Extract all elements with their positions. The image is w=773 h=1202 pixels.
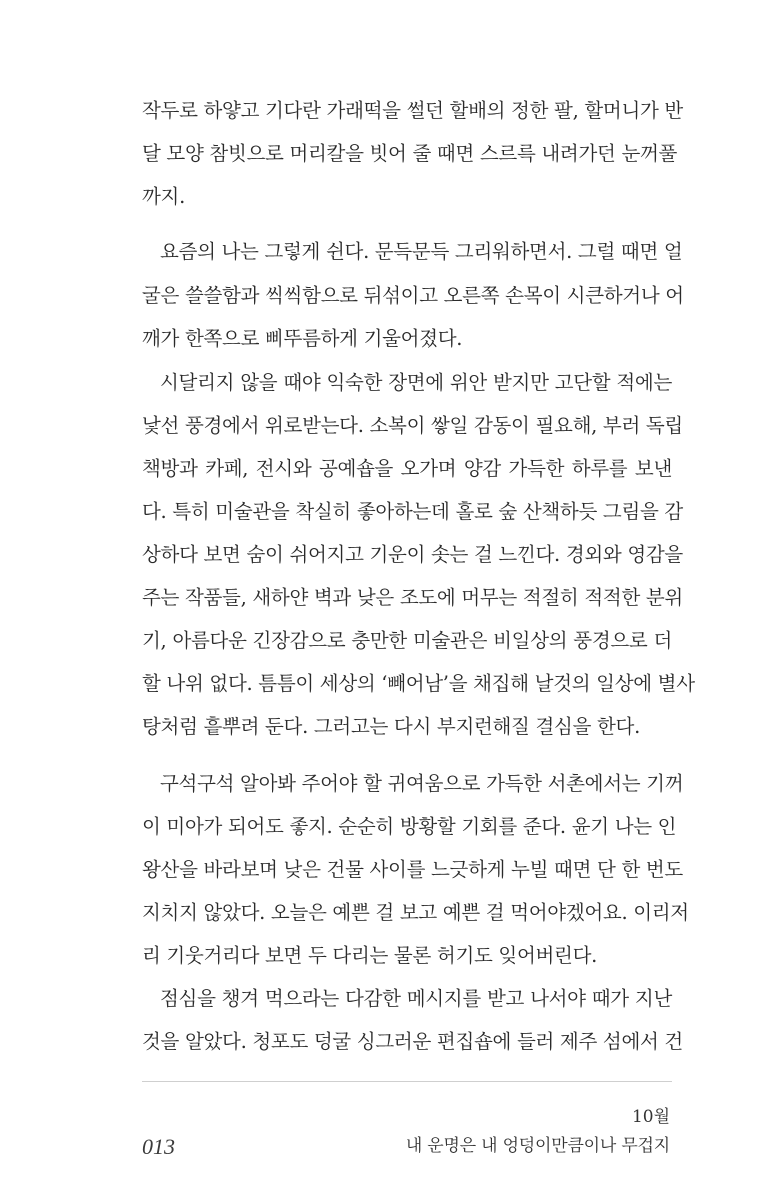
body-text-line: 요즘의 나는 그렇게 쉰다. 문득문득 그리워하면서. 그럴 때면 얼 — [160, 240, 683, 263]
body-text-line: 까지. — [142, 185, 185, 208]
body-text-line: 책방과 카페, 전시와 공예숍을 오가며 양감 가득한 하루를 보낸 — [142, 457, 672, 480]
body-text-line: 이 미아가 되어도 좋지. 순순히 방황할 기회를 준다. 윤기 나는 인 — [142, 815, 677, 838]
body-text-line: 작두로 하얗고 기다란 가래떡을 썰던 할배의 정한 팔, 할머니가 반 — [142, 99, 683, 122]
body-text-line: 리 기웃거리다 보면 두 다리는 물론 허기도 잊어버린다. — [142, 944, 598, 967]
chapter-month: 10월 — [631, 1107, 670, 1127]
body-text-line: 달 모양 참빗으로 머리칼을 빗어 줄 때면 스르륵 내려가던 눈꺼풀 — [142, 142, 678, 165]
body-text-line: 굴은 쓸쓸함과 씩씩함으로 뒤섞이고 오른쪽 손목이 시큰하거나 어 — [142, 284, 684, 307]
page-number: 013 — [142, 1134, 175, 1159]
body-text-line: 낯선 풍경에서 위로받는다. 소복이 쌓일 감동이 필요해, 부러 독립 — [142, 414, 683, 437]
body-text-line: 상하다 보면 숨이 쉬어지고 기운이 솟는 걸 느낀다. 경외와 영감을 — [142, 543, 683, 566]
body-text-line: 것을 알았다. 청포도 덩굴 싱그러운 편집숍에 들러 제주 섬에서 건 — [142, 1030, 683, 1053]
footer-divider — [142, 1081, 672, 1082]
body-text-line: 깨가 한쪽으로 삐뚜름하게 기울어졌다. — [142, 327, 463, 350]
body-text-line: 점심을 챙겨 먹으라는 다감한 메시지를 받고 나서야 때가 지난 — [160, 987, 672, 1010]
body-text-line: 탕처럼 흩뿌려 둔다. 그러고는 다시 부지런해질 결심을 한다. — [142, 715, 640, 738]
body-text-line: 구석구석 알아봐 주어야 할 귀여움으로 가득한 서촌에서는 기꺼 — [160, 772, 684, 795]
body-text-line: 시달리지 않을 때야 익숙한 장면에 위안 받지만 고단할 적에는 — [160, 371, 672, 394]
body-text-line: 왕산을 바라보며 낮은 건물 사이를 느긋하게 누빌 때면 단 한 번도 — [142, 858, 683, 881]
chapter-title: 내 운명은 내 엉덩이만큼이나 무겁지 — [405, 1136, 670, 1156]
body-text-line: 할 나위 없다. 틈틈이 세상의 ‘빼어남’을 채집해 날것의 일상에 별사 — [142, 672, 695, 695]
body-text-line: 기, 아름다운 긴장감으로 충만한 미술관은 비일상의 풍경으로 더 — [142, 629, 672, 652]
body-text-line: 주는 작품들, 새하얀 벽과 낮은 조도에 머무는 적절히 적적한 분위 — [142, 586, 683, 609]
body-text-line: 다. 특히 미술관을 착실히 좋아하는데 홀로 숲 산책하듯 그림을 감 — [142, 500, 683, 523]
body-text-line: 지치지 않았다. 오늘은 예쁜 걸 보고 예쁜 걸 먹어야겠어요. 이리저 — [142, 901, 689, 924]
